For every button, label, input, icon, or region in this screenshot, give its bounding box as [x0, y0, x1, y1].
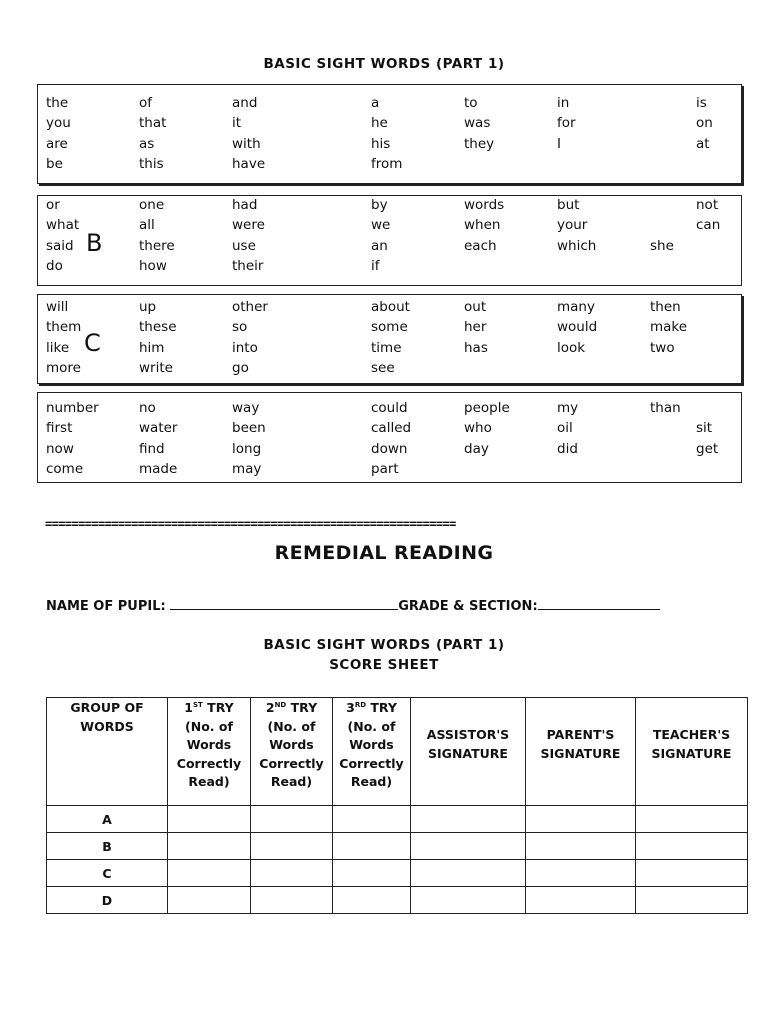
sight-word: at — [696, 135, 710, 152]
sight-word: an — [371, 237, 388, 254]
sight-word: look — [557, 339, 586, 356]
sight-word: two — [650, 339, 675, 356]
header-first-try: 1ST TRY (No. of Words Correctly Read) — [168, 698, 251, 806]
sight-word: has — [464, 339, 488, 356]
sight-word: with — [232, 135, 261, 152]
sight-word: long — [232, 440, 262, 457]
sight-word: but — [557, 197, 580, 213]
signature-cell[interactable] — [411, 806, 526, 833]
pupil-info-line — [46, 597, 660, 614]
sight-word: what — [46, 217, 80, 234]
signature-cell[interactable] — [526, 806, 636, 833]
sight-word: number — [46, 400, 99, 416]
score-cell[interactable] — [333, 806, 411, 833]
signature-cell[interactable] — [411, 887, 526, 914]
sight-word: for — [557, 115, 576, 132]
score-sheet-subtitle: SCORE SHEET — [329, 657, 439, 673]
score-table-header-row — [47, 698, 748, 806]
sight-word: go — [232, 359, 249, 376]
sight-word: not — [696, 197, 719, 213]
sight-word: she — [650, 237, 674, 254]
score-cell[interactable] — [251, 887, 333, 914]
header-third-try: 3RD TRY (No. of Words Correctly Read) — [333, 698, 411, 806]
sight-word: in — [557, 95, 570, 111]
sight-word: these — [139, 319, 177, 336]
sight-word: words — [464, 197, 505, 213]
sight-word: his — [371, 135, 391, 152]
signature-cell[interactable] — [526, 833, 636, 860]
sight-word: did — [557, 440, 578, 457]
sight-word: all — [139, 217, 155, 234]
sight-word: like — [46, 339, 70, 356]
sight-word: I — [557, 135, 561, 152]
sight-word: said — [46, 237, 74, 254]
sight-word: of — [139, 95, 153, 111]
sight-word: time — [371, 339, 402, 356]
header-parent-signature: PARENT'S SIGNATURE — [526, 698, 636, 806]
signature-cell[interactable] — [636, 833, 748, 860]
signature-cell[interactable] — [526, 887, 636, 914]
sight-word: if — [371, 257, 380, 274]
sight-word: that — [139, 115, 167, 132]
header-second-try: 2ND TRY (No. of Words Correctly Read) — [251, 698, 333, 806]
sight-word: use — [232, 237, 256, 254]
name-of-pupil-label: NAME OF PUPIL: — [46, 599, 166, 614]
sight-word: to — [464, 95, 478, 111]
sight-word: her — [464, 319, 487, 336]
page-title: BASIC SIGHT WORDS (PART 1) — [263, 56, 505, 72]
sight-word: no — [139, 400, 156, 416]
sight-word: as — [139, 135, 155, 152]
table-row — [47, 806, 748, 833]
sight-word: have — [232, 155, 266, 172]
sight-word: them — [46, 319, 82, 336]
sight-word: up — [139, 299, 157, 315]
signature-cell[interactable] — [411, 833, 526, 860]
score-cell[interactable] — [251, 806, 333, 833]
sight-word: can — [696, 217, 721, 234]
score-cell[interactable] — [333, 860, 411, 887]
score-sheet-title: BASIC SIGHT WORDS (PART 1) — [263, 637, 505, 653]
sight-word: we — [371, 217, 391, 234]
sight-word: from — [371, 155, 403, 172]
sight-word: been — [232, 420, 266, 437]
sight-word: by — [371, 197, 388, 213]
row-label: A — [47, 806, 168, 833]
grade-section-label: GRADE & SECTION: — [398, 599, 538, 614]
score-cell[interactable] — [333, 833, 411, 860]
sight-word: would — [557, 319, 598, 336]
sight-word: be — [46, 155, 63, 172]
row-label: C — [47, 860, 168, 887]
sight-word: way — [232, 400, 260, 416]
sight-word: make — [650, 319, 688, 336]
sight-word: and — [232, 95, 258, 111]
sight-word: called — [371, 420, 412, 437]
table-row — [47, 887, 748, 914]
sight-word: down — [371, 440, 408, 457]
score-cell[interactable] — [333, 887, 411, 914]
separator-line: ============================================================== — [45, 517, 456, 531]
sight-word: come — [46, 460, 84, 477]
sight-word: there — [139, 237, 175, 254]
group-letter-label: B — [86, 229, 103, 257]
sight-word: him — [139, 339, 165, 356]
sight-word: part — [371, 460, 399, 477]
score-cell[interactable] — [168, 860, 251, 887]
grade-section-field[interactable] — [538, 597, 660, 610]
sight-word: get — [696, 440, 719, 457]
signature-cell[interactable] — [636, 860, 748, 887]
sight-word: into — [232, 339, 258, 356]
score-cell[interactable] — [168, 887, 251, 914]
sight-word: are — [46, 135, 68, 152]
sight-word: water — [139, 420, 178, 437]
signature-cell[interactable] — [526, 860, 636, 887]
sight-word: other — [232, 299, 268, 315]
sight-word: a — [371, 95, 380, 111]
sight-word: it — [232, 115, 242, 132]
row-label: D — [47, 887, 168, 914]
sight-word: this — [139, 155, 164, 172]
sight-word: sit — [696, 420, 713, 437]
sight-word: their — [232, 257, 264, 274]
sight-word: is — [696, 95, 707, 111]
sight-word: oil — [557, 420, 573, 437]
group-letter-label: C — [84, 329, 101, 357]
sight-word: some — [371, 319, 408, 336]
sight-word: when — [464, 217, 501, 234]
sight-word: or — [46, 197, 60, 213]
sight-word: than — [650, 400, 681, 416]
sight-word: could — [371, 400, 408, 416]
table-row — [47, 860, 748, 887]
sight-word: made — [139, 460, 178, 477]
sight-word: how — [139, 257, 167, 274]
sight-word: out — [464, 299, 487, 315]
header-teacher-signature: TEACHER'S SIGNATURE — [636, 698, 748, 806]
sight-word: each — [464, 237, 497, 254]
sight-word: was — [464, 115, 491, 132]
sight-word: the — [46, 95, 69, 111]
signature-cell[interactable] — [636, 806, 748, 833]
header-assistor-signature: ASSISTOR'S SIGNATURE — [411, 698, 526, 806]
sight-word: many — [557, 299, 595, 315]
sight-word: do — [46, 257, 63, 274]
sight-word: day — [464, 440, 489, 457]
sight-word: people — [464, 400, 510, 416]
sight-word: then — [650, 299, 681, 315]
sight-word: your — [557, 217, 588, 234]
sight-word: you — [46, 115, 71, 132]
sight-word: may — [232, 460, 262, 477]
sight-word: on — [696, 115, 713, 132]
score-cell[interactable] — [168, 833, 251, 860]
header-group-of-words: GROUP OF WORDS — [47, 698, 168, 806]
signature-cell[interactable] — [636, 887, 748, 914]
section-heading: REMEDIAL READING — [274, 542, 494, 564]
sight-word: about — [371, 299, 410, 315]
score-cell[interactable] — [168, 806, 251, 833]
sight-word: who — [464, 420, 492, 437]
score-cell[interactable] — [251, 860, 333, 887]
sight-word: find — [139, 440, 165, 457]
sight-word: will — [46, 299, 69, 315]
sight-word: my — [557, 400, 579, 416]
sight-word: he — [371, 115, 388, 132]
sight-word: had — [232, 197, 258, 213]
sight-word: were — [232, 217, 265, 234]
score-table — [46, 697, 748, 914]
table-row — [47, 833, 748, 860]
sight-word: write — [139, 359, 173, 376]
sight-word: first — [46, 420, 73, 437]
sight-word: one — [139, 197, 165, 213]
sight-word: which — [557, 237, 597, 254]
signature-cell[interactable] — [411, 860, 526, 887]
row-label: B — [47, 833, 168, 860]
sight-word: more — [46, 359, 81, 376]
name-of-pupil-field[interactable] — [170, 597, 398, 610]
sight-word: now — [46, 440, 74, 457]
sight-word: see — [371, 359, 395, 376]
sight-word: so — [232, 319, 248, 336]
score-cell[interactable] — [251, 833, 333, 860]
sight-word: they — [464, 135, 495, 152]
